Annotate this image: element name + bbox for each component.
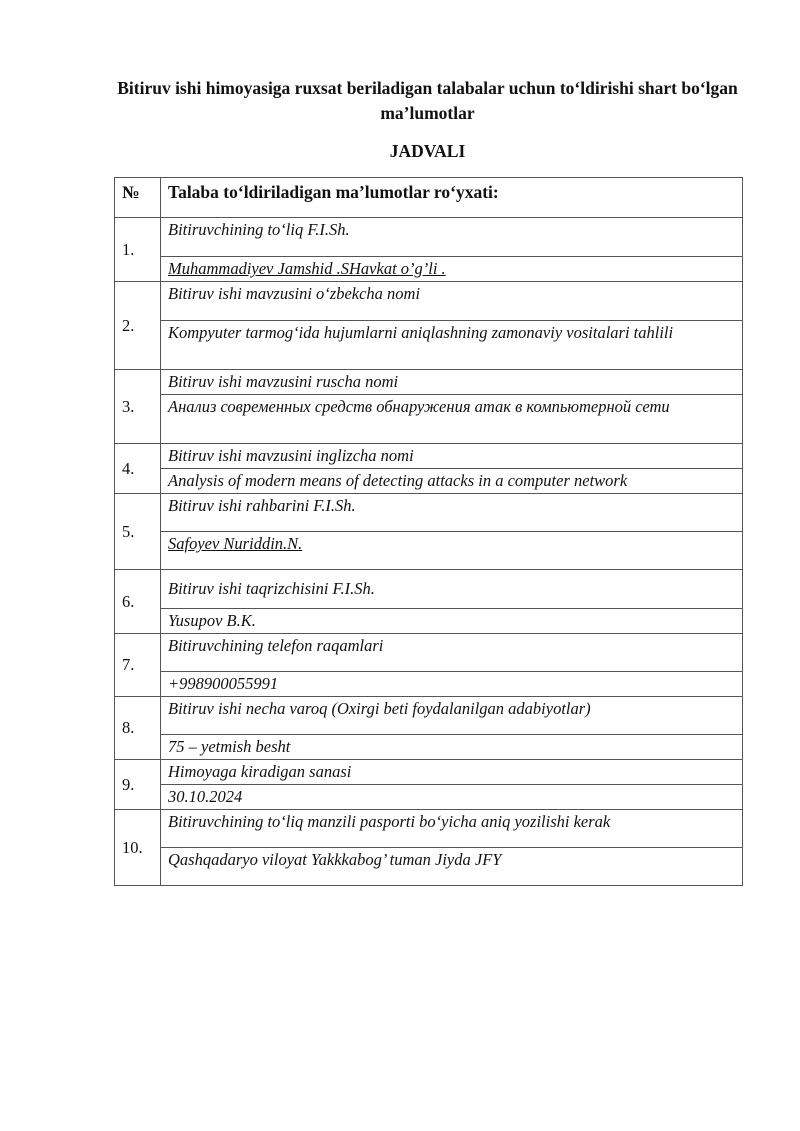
table-row [115,810,743,848]
row-value: Yusupov B.K. [161,609,743,634]
row-number: 8. [115,697,161,760]
info-table [114,177,743,886]
row-number: 3. [115,370,161,444]
row-label: Bitiruvchining to‘liq manzili pasporti bo‘yicha aniq yozilishi kerak [161,810,743,848]
table-row [115,494,743,532]
row-value: Analysis of modern means of detecting attacks in a computer network [161,469,743,494]
table-row [115,257,743,282]
table-row [115,370,743,395]
row-number: 2. [115,282,161,370]
table-row [115,321,743,370]
row-value: Qashqadaryo viloyat Yakkkabog’ tuman Jiyda JFY [161,848,743,886]
row-value: +998900055991 [161,672,743,697]
table-row [115,469,743,494]
table-header-row [115,178,743,218]
table-row [115,570,743,609]
row-value: Kompyuter tarmog‘ida hujumlarni aniqlashning zamonaviy vositalari tahlili [161,321,743,370]
table-row [115,634,743,672]
row-number: 5. [115,494,161,570]
row-label: Bitiruvchining to‘liq F.I.Sh. [161,218,743,257]
row-label: Bitiruv ishi mavzusini inglizcha nomi [161,444,743,469]
row-label: Bitiruv ishi taqrizchisini F.I.Sh. [161,570,743,609]
row-label: Bitiruv ishi mavzusini ruscha nomi [161,370,743,395]
row-label: Himoyaga kiradigan sanasi [161,760,743,785]
row-number: 10. [115,810,161,886]
row-label: Bitiruv ishi rahbarini F.I.Sh. [161,494,743,532]
row-number: 6. [115,570,161,634]
table-row [115,395,743,444]
table-row [115,532,743,570]
row-label: Bitiruvchining telefon raqamlari [161,634,743,672]
row-number: 1. [115,218,161,282]
document-subtitle: JADVALI [389,141,466,161]
table-row [115,785,743,810]
table-row [115,848,743,886]
table-row [115,760,743,785]
document-title: Bitiruv ishi himoyasiga ruxsat beriladigan talabalar uchun to‘ldirishi shart bo‘lgan ma’lumotlar [117,78,738,123]
row-value: Safoyev Nuriddin.N. [161,532,743,570]
row-number: 7. [115,634,161,697]
table-row [115,609,743,634]
row-number: 9. [115,760,161,810]
table-row [115,735,743,760]
table-row [115,697,743,735]
row-number: 4. [115,444,161,494]
row-label: Bitiruv ishi mavzusini o‘zbekcha nomi [161,282,743,321]
row-value: Muhammadiyev Jamshid .SHavkat o’g’li . [161,257,743,282]
table-row [115,444,743,469]
table-row [115,282,743,321]
row-value: Анализ современных средств обнаружения атак в компьютерной сети [161,395,743,444]
table-row [115,218,743,257]
row-value: 30.10.2024 [161,785,743,810]
header-label: Talaba to‘ldiriladigan ma’lumotlar ro‘yxati: [161,178,743,218]
table-row [115,672,743,697]
header-num: № [115,178,161,218]
row-label: Bitiruv ishi necha varoq (Oxirgi beti foydalanilgan adabiyotlar) [161,697,743,735]
row-value: 75 – yetmish besht [161,735,743,760]
